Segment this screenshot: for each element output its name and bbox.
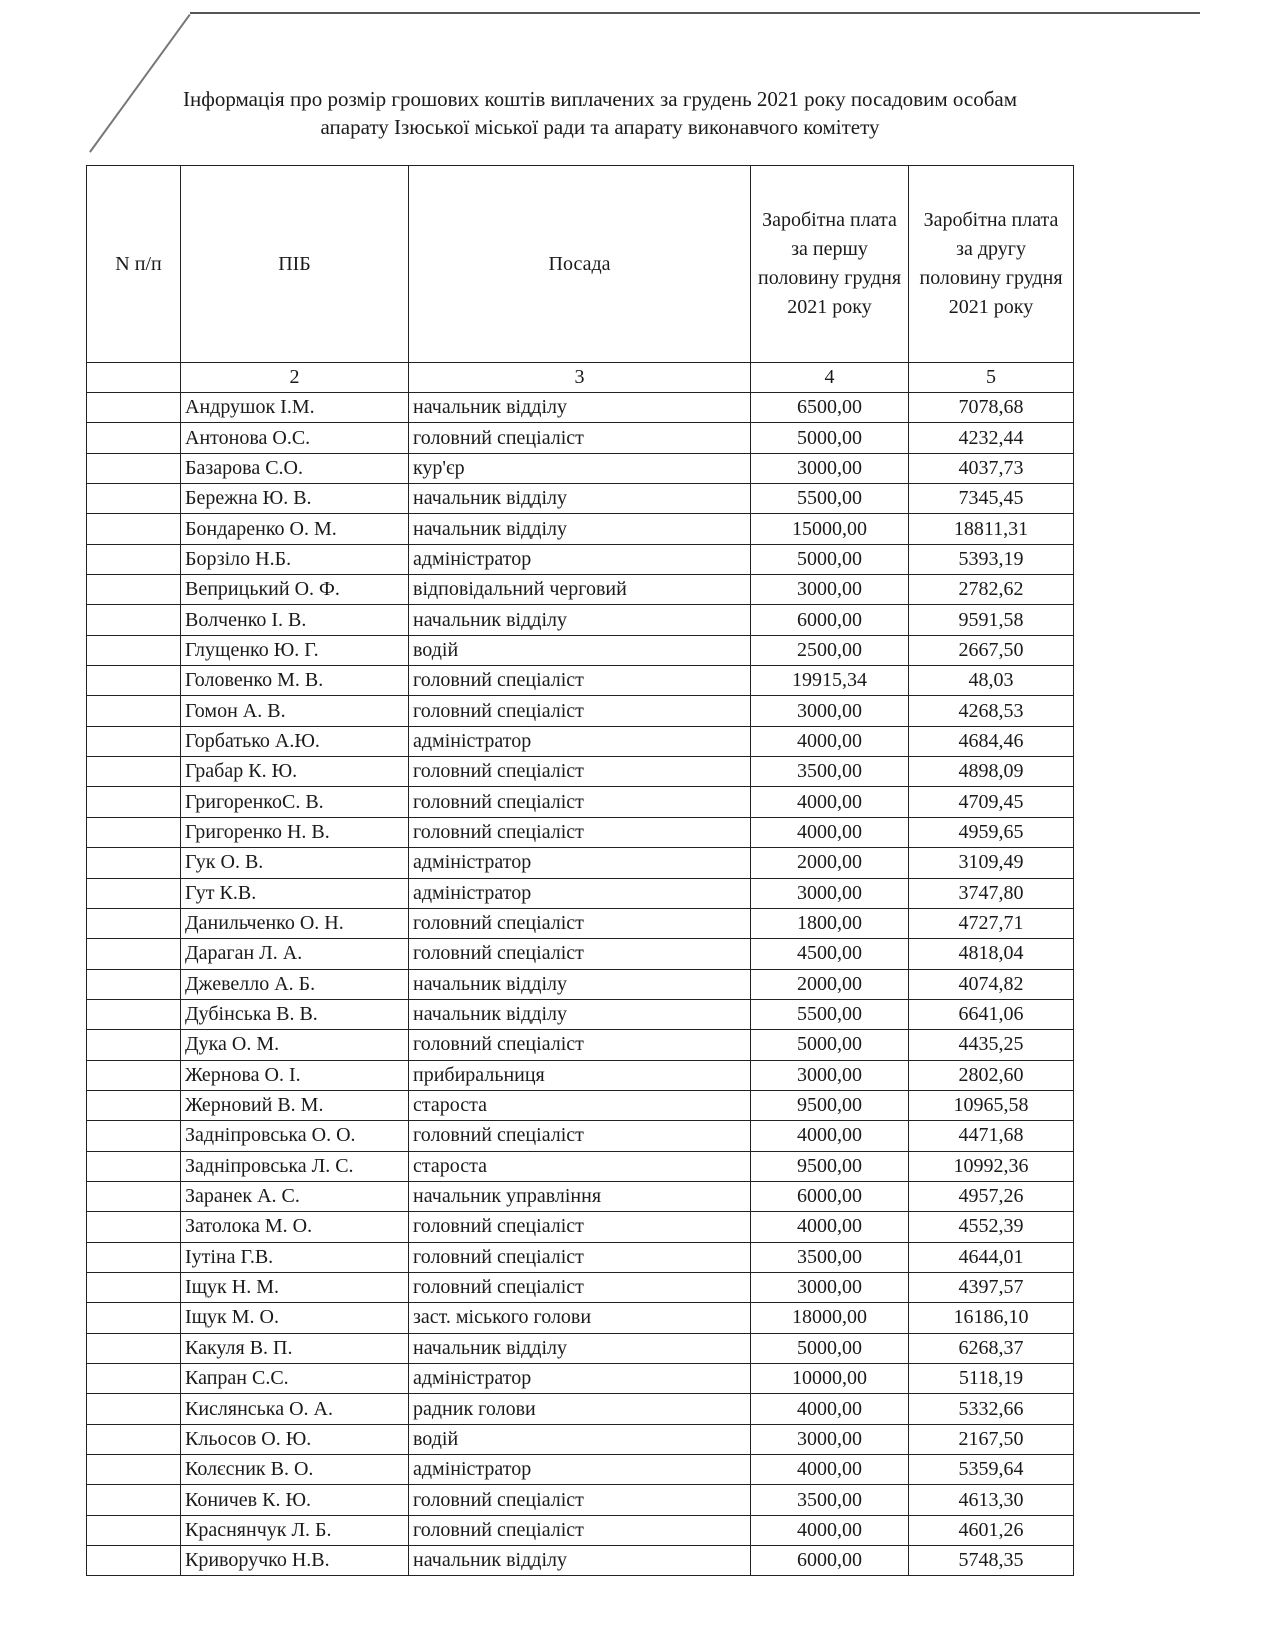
second-half-cell: 10992,36 bbox=[909, 1151, 1074, 1181]
table-row bbox=[87, 817, 1074, 847]
first-half-cell: 2000,00 bbox=[751, 848, 909, 878]
row-number-cell bbox=[87, 605, 181, 635]
second-half-cell: 4037,73 bbox=[909, 453, 1074, 483]
header-second-half: Заробітна плата за другу половину грудня 2021 року bbox=[909, 166, 1074, 363]
name-cell: Жернова О. І. bbox=[181, 1060, 409, 1090]
row-number-cell bbox=[87, 1151, 181, 1181]
first-half-cell: 3000,00 bbox=[751, 696, 909, 726]
second-half-cell: 18811,31 bbox=[909, 514, 1074, 544]
second-half-cell: 5393,19 bbox=[909, 544, 1074, 574]
position-cell: головний спеціаліст bbox=[409, 1242, 751, 1272]
row-number-cell bbox=[87, 1455, 181, 1485]
column-number-row bbox=[87, 363, 1074, 393]
table-row bbox=[87, 635, 1074, 665]
column-number bbox=[87, 363, 181, 393]
name-cell: Гомон А. В. bbox=[181, 696, 409, 726]
first-half-cell: 4000,00 bbox=[751, 1212, 909, 1242]
header-pib: ПІБ bbox=[181, 166, 409, 363]
position-cell: головний спеціаліст bbox=[409, 787, 751, 817]
name-cell: Іщук Н. М. bbox=[181, 1272, 409, 1302]
column-number: 4 bbox=[751, 363, 909, 393]
name-cell: Какуля В. П. bbox=[181, 1333, 409, 1363]
row-number-cell bbox=[87, 1424, 181, 1454]
first-half-cell: 6000,00 bbox=[751, 605, 909, 635]
position-cell: начальник відділу bbox=[409, 605, 751, 635]
position-cell: головний спеціаліст bbox=[409, 939, 751, 969]
first-half-cell: 1800,00 bbox=[751, 908, 909, 938]
position-cell: начальник відділу bbox=[409, 969, 751, 999]
second-half-cell: 4818,04 bbox=[909, 939, 1074, 969]
second-half-cell: 5118,19 bbox=[909, 1364, 1074, 1394]
name-cell: Горбатько А.Ю. bbox=[181, 726, 409, 756]
second-half-cell: 10965,58 bbox=[909, 1090, 1074, 1120]
first-half-cell: 5500,00 bbox=[751, 484, 909, 514]
second-half-cell: 4898,09 bbox=[909, 757, 1074, 787]
name-cell: Базарова С.О. bbox=[181, 453, 409, 483]
table-row bbox=[87, 1455, 1074, 1485]
table-row bbox=[87, 1151, 1074, 1181]
column-number: 3 bbox=[409, 363, 751, 393]
position-cell: головний спеціаліст bbox=[409, 817, 751, 847]
second-half-cell: 4435,25 bbox=[909, 1030, 1074, 1060]
second-half-cell: 4074,82 bbox=[909, 969, 1074, 999]
second-half-cell: 5748,35 bbox=[909, 1546, 1074, 1576]
table-row bbox=[87, 1485, 1074, 1515]
table-row bbox=[87, 1424, 1074, 1454]
table-row bbox=[87, 757, 1074, 787]
row-number-cell bbox=[87, 1121, 181, 1151]
first-half-cell: 3000,00 bbox=[751, 1060, 909, 1090]
table-row bbox=[87, 787, 1074, 817]
second-half-cell: 4613,30 bbox=[909, 1485, 1074, 1515]
first-half-cell: 2000,00 bbox=[751, 969, 909, 999]
second-half-cell: 3747,80 bbox=[909, 878, 1074, 908]
row-number-cell bbox=[87, 939, 181, 969]
row-number-cell bbox=[87, 908, 181, 938]
position-cell: начальник відділу bbox=[409, 1546, 751, 1576]
first-half-cell: 5000,00 bbox=[751, 1333, 909, 1363]
table-row bbox=[87, 605, 1074, 635]
first-half-cell: 6000,00 bbox=[751, 1546, 909, 1576]
second-half-cell: 4727,71 bbox=[909, 908, 1074, 938]
position-cell: головний спеціаліст bbox=[409, 1515, 751, 1545]
second-half-cell: 7078,68 bbox=[909, 393, 1074, 423]
first-half-cell: 3000,00 bbox=[751, 575, 909, 605]
row-number-cell bbox=[87, 1546, 181, 1576]
first-half-cell: 15000,00 bbox=[751, 514, 909, 544]
row-number-cell bbox=[87, 544, 181, 574]
table-row bbox=[87, 393, 1074, 423]
second-half-cell: 4268,53 bbox=[909, 696, 1074, 726]
position-cell: начальник відділу bbox=[409, 484, 751, 514]
position-cell: головний спеціаліст bbox=[409, 757, 751, 787]
first-half-cell: 4000,00 bbox=[751, 1515, 909, 1545]
table-row bbox=[87, 1030, 1074, 1060]
table-row bbox=[87, 1242, 1074, 1272]
column-number: 5 bbox=[909, 363, 1074, 393]
second-half-cell: 2167,50 bbox=[909, 1424, 1074, 1454]
row-number-cell bbox=[87, 999, 181, 1029]
first-half-cell: 5000,00 bbox=[751, 1030, 909, 1060]
table-row bbox=[87, 1364, 1074, 1394]
second-half-cell: 4471,68 bbox=[909, 1121, 1074, 1151]
position-cell: заст. міського голови bbox=[409, 1303, 751, 1333]
first-half-cell: 5500,00 bbox=[751, 999, 909, 1029]
name-cell: Веприцький О. Ф. bbox=[181, 575, 409, 605]
position-cell: головний спеціаліст bbox=[409, 1030, 751, 1060]
position-cell: адміністратор bbox=[409, 544, 751, 574]
name-cell: Іутіна Г.В. bbox=[181, 1242, 409, 1272]
row-number-cell bbox=[87, 1515, 181, 1545]
second-half-cell: 9591,58 bbox=[909, 605, 1074, 635]
name-cell: Данильченко О. Н. bbox=[181, 908, 409, 938]
second-half-cell: 4709,45 bbox=[909, 787, 1074, 817]
name-cell: Волченко І. В. bbox=[181, 605, 409, 635]
table-row bbox=[87, 484, 1074, 514]
name-cell: Головенко М. В. bbox=[181, 666, 409, 696]
second-half-cell: 6641,06 bbox=[909, 999, 1074, 1029]
first-half-cell: 5000,00 bbox=[751, 423, 909, 453]
position-cell: головний спеціаліст bbox=[409, 1212, 751, 1242]
row-number-cell bbox=[87, 1090, 181, 1120]
first-half-cell: 4000,00 bbox=[751, 1121, 909, 1151]
row-number-cell bbox=[87, 666, 181, 696]
first-half-cell: 3000,00 bbox=[751, 1272, 909, 1302]
table-row bbox=[87, 878, 1074, 908]
table-row bbox=[87, 1333, 1074, 1363]
position-cell: начальник відділу bbox=[409, 393, 751, 423]
first-half-cell: 4000,00 bbox=[751, 1455, 909, 1485]
row-number-cell bbox=[87, 1303, 181, 1333]
row-number-cell bbox=[87, 848, 181, 878]
table-row bbox=[87, 423, 1074, 453]
table-row bbox=[87, 1272, 1074, 1302]
row-number-cell bbox=[87, 1212, 181, 1242]
row-number-cell bbox=[87, 1333, 181, 1363]
row-number-cell bbox=[87, 1242, 181, 1272]
position-cell: радник голови bbox=[409, 1394, 751, 1424]
position-cell: водій bbox=[409, 1424, 751, 1454]
name-cell: Антонова О.С. bbox=[181, 423, 409, 453]
position-cell: головний спеціаліст bbox=[409, 1121, 751, 1151]
table-row bbox=[87, 544, 1074, 574]
name-cell: Кислянська О. А. bbox=[181, 1394, 409, 1424]
name-cell: Краснянчук Л. Б. bbox=[181, 1515, 409, 1545]
title-line-2: апарату Ізюської міської ради та апарату виконавчого комітету bbox=[320, 115, 880, 139]
row-number-cell bbox=[87, 1485, 181, 1515]
position-cell: адміністратор bbox=[409, 848, 751, 878]
first-half-cell: 3000,00 bbox=[751, 878, 909, 908]
name-cell: Гут К.В. bbox=[181, 878, 409, 908]
position-cell: головний спеціаліст bbox=[409, 1272, 751, 1302]
position-cell: староста bbox=[409, 1090, 751, 1120]
first-half-cell: 5000,00 bbox=[751, 544, 909, 574]
second-half-cell: 5359,64 bbox=[909, 1455, 1074, 1485]
scan-edge-line bbox=[190, 12, 1200, 14]
row-number-cell bbox=[87, 423, 181, 453]
table-row bbox=[87, 1090, 1074, 1120]
position-cell: адміністратор bbox=[409, 1364, 751, 1394]
table-row bbox=[87, 575, 1074, 605]
row-number-cell bbox=[87, 969, 181, 999]
first-half-cell: 4000,00 bbox=[751, 787, 909, 817]
table-row bbox=[87, 969, 1074, 999]
table-row bbox=[87, 514, 1074, 544]
row-number-cell bbox=[87, 1272, 181, 1302]
name-cell: Бондаренко О. М. bbox=[181, 514, 409, 544]
first-half-cell: 10000,00 bbox=[751, 1364, 909, 1394]
name-cell: Дубінська В. В. bbox=[181, 999, 409, 1029]
first-half-cell: 3000,00 bbox=[751, 1424, 909, 1454]
position-cell: кур'єр bbox=[409, 453, 751, 483]
name-cell: Борзіло Н.Б. bbox=[181, 544, 409, 574]
second-half-cell: 2782,62 bbox=[909, 575, 1074, 605]
name-cell: Колєсник В. О. bbox=[181, 1455, 409, 1485]
name-cell: Затолока М. О. bbox=[181, 1212, 409, 1242]
row-number-cell bbox=[87, 635, 181, 665]
position-cell: начальник відділу bbox=[409, 514, 751, 544]
table-row bbox=[87, 453, 1074, 483]
first-half-cell: 3000,00 bbox=[751, 453, 909, 483]
name-cell: Бережна Ю. В. bbox=[181, 484, 409, 514]
row-number-cell bbox=[87, 484, 181, 514]
position-cell: начальник відділу bbox=[409, 1333, 751, 1363]
name-cell: Криворучко Н.В. bbox=[181, 1546, 409, 1576]
table-row bbox=[87, 1212, 1074, 1242]
position-cell: староста bbox=[409, 1151, 751, 1181]
header-first-half: Заробітна плата за першу половину грудня 2021 року bbox=[751, 166, 909, 363]
first-half-cell: 6000,00 bbox=[751, 1181, 909, 1211]
name-cell: Кльосов О. Ю. bbox=[181, 1424, 409, 1454]
position-cell: адміністратор bbox=[409, 726, 751, 756]
name-cell: Заранек А. С. bbox=[181, 1181, 409, 1211]
row-number-cell bbox=[87, 757, 181, 787]
name-cell: Григоренко Н. В. bbox=[181, 817, 409, 847]
row-number-cell bbox=[87, 817, 181, 847]
first-half-cell: 4000,00 bbox=[751, 817, 909, 847]
second-half-cell: 16186,10 bbox=[909, 1303, 1074, 1333]
first-half-cell: 9500,00 bbox=[751, 1151, 909, 1181]
second-half-cell: 4232,44 bbox=[909, 423, 1074, 453]
second-half-cell: 48,03 bbox=[909, 666, 1074, 696]
row-number-cell bbox=[87, 514, 181, 544]
header-position: Посада bbox=[409, 166, 751, 363]
table-row bbox=[87, 908, 1074, 938]
header-row bbox=[87, 166, 1074, 363]
position-cell: головний спеціаліст bbox=[409, 1485, 751, 1515]
title-line-1: Інформація про розмір грошових коштів виплачених за грудень 2021 року посадовим особам bbox=[183, 87, 1017, 111]
salary-table bbox=[86, 165, 1074, 1576]
first-half-cell: 19915,34 bbox=[751, 666, 909, 696]
table-row bbox=[87, 1546, 1074, 1576]
second-half-cell: 2802,60 bbox=[909, 1060, 1074, 1090]
table-row bbox=[87, 666, 1074, 696]
column-number: 2 bbox=[181, 363, 409, 393]
first-half-cell: 3500,00 bbox=[751, 757, 909, 787]
first-half-cell: 2500,00 bbox=[751, 635, 909, 665]
table-row bbox=[87, 1121, 1074, 1151]
row-number-cell bbox=[87, 1030, 181, 1060]
name-cell: ГригоренкоС. В. bbox=[181, 787, 409, 817]
name-cell: Глущенко Ю. Г. bbox=[181, 635, 409, 665]
first-half-cell: 3500,00 bbox=[751, 1485, 909, 1515]
name-cell: Жерновий В. М. bbox=[181, 1090, 409, 1120]
position-cell: прибиральниця bbox=[409, 1060, 751, 1090]
second-half-cell: 6268,37 bbox=[909, 1333, 1074, 1363]
second-half-cell: 4552,39 bbox=[909, 1212, 1074, 1242]
first-half-cell: 4000,00 bbox=[751, 726, 909, 756]
row-number-cell bbox=[87, 1394, 181, 1424]
second-half-cell: 2667,50 bbox=[909, 635, 1074, 665]
position-cell: адміністратор bbox=[409, 1455, 751, 1485]
position-cell: начальник відділу bbox=[409, 999, 751, 1029]
name-cell: Іщук М. О. bbox=[181, 1303, 409, 1333]
first-half-cell: 9500,00 bbox=[751, 1090, 909, 1120]
position-cell: адміністратор bbox=[409, 878, 751, 908]
name-cell: Джевелло А. Б. bbox=[181, 969, 409, 999]
table-row bbox=[87, 1060, 1074, 1090]
position-cell: головний спеціаліст bbox=[409, 666, 751, 696]
table-row bbox=[87, 1181, 1074, 1211]
position-cell: головний спеціаліст bbox=[409, 908, 751, 938]
table-row bbox=[87, 1303, 1074, 1333]
table-row bbox=[87, 696, 1074, 726]
row-number-cell bbox=[87, 393, 181, 423]
table-row bbox=[87, 1515, 1074, 1545]
second-half-cell: 5332,66 bbox=[909, 1394, 1074, 1424]
first-half-cell: 3500,00 bbox=[751, 1242, 909, 1272]
header-n: N п/п bbox=[87, 166, 181, 363]
second-half-cell: 4601,26 bbox=[909, 1515, 1074, 1545]
first-half-cell: 6500,00 bbox=[751, 393, 909, 423]
position-cell: головний спеціаліст bbox=[409, 423, 751, 453]
name-cell: Капран С.С. bbox=[181, 1364, 409, 1394]
table-row bbox=[87, 1394, 1074, 1424]
name-cell: Дараган Л. А. bbox=[181, 939, 409, 969]
position-cell: головний спеціаліст bbox=[409, 696, 751, 726]
name-cell: Грабар К. Ю. bbox=[181, 757, 409, 787]
second-half-cell: 4644,01 bbox=[909, 1242, 1074, 1272]
second-half-cell: 4959,65 bbox=[909, 817, 1074, 847]
name-cell: Задніпровська Л. С. bbox=[181, 1151, 409, 1181]
name-cell: Дука О. М. bbox=[181, 1030, 409, 1060]
row-number-cell bbox=[87, 726, 181, 756]
position-cell: відповідальний черговий bbox=[409, 575, 751, 605]
position-cell: водій bbox=[409, 635, 751, 665]
table-row bbox=[87, 848, 1074, 878]
row-number-cell bbox=[87, 453, 181, 483]
row-number-cell bbox=[87, 1181, 181, 1211]
document-title bbox=[100, 85, 1100, 141]
row-number-cell bbox=[87, 787, 181, 817]
name-cell: Андрушок І.М. bbox=[181, 393, 409, 423]
second-half-cell: 3109,49 bbox=[909, 848, 1074, 878]
second-half-cell: 4957,26 bbox=[909, 1181, 1074, 1211]
first-half-cell: 4500,00 bbox=[751, 939, 909, 969]
name-cell: Задніпровська О. О. bbox=[181, 1121, 409, 1151]
first-half-cell: 18000,00 bbox=[751, 1303, 909, 1333]
row-number-cell bbox=[87, 1060, 181, 1090]
name-cell: Коничев К. Ю. bbox=[181, 1485, 409, 1515]
second-half-cell: 4684,46 bbox=[909, 726, 1074, 756]
name-cell: Гук О. В. bbox=[181, 848, 409, 878]
table-body bbox=[87, 393, 1074, 1576]
table-row bbox=[87, 726, 1074, 756]
row-number-cell bbox=[87, 575, 181, 605]
row-number-cell bbox=[87, 696, 181, 726]
first-half-cell: 4000,00 bbox=[751, 1394, 909, 1424]
table-row bbox=[87, 939, 1074, 969]
table-row bbox=[87, 999, 1074, 1029]
second-half-cell: 7345,45 bbox=[909, 484, 1074, 514]
row-number-cell bbox=[87, 1364, 181, 1394]
second-half-cell: 4397,57 bbox=[909, 1272, 1074, 1302]
row-number-cell bbox=[87, 878, 181, 908]
position-cell: начальник управління bbox=[409, 1181, 751, 1211]
